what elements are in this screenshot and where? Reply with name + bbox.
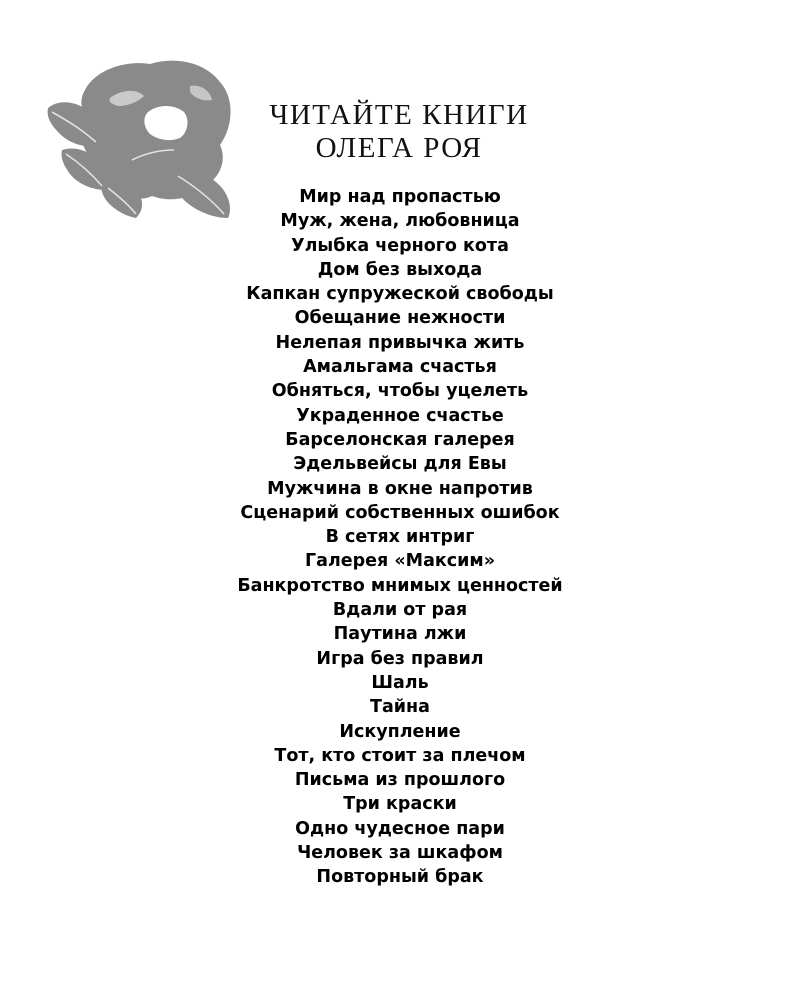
- book-title: Тайна: [370, 697, 430, 718]
- book-title: Мир над пропастью: [299, 187, 501, 207]
- book-title: Сценарий собственных ошибок: [240, 502, 560, 523]
- book-title: Нелепая привычка жить: [275, 332, 525, 353]
- book-title: Украденное счастье: [296, 405, 504, 426]
- book-title: Обняться, чтобы уцелеть: [271, 381, 529, 402]
- book-title: Муж, жена, любовница: [280, 211, 520, 232]
- book-title: Улыбка черного кота: [291, 235, 509, 256]
- heading-line-2: ОЛЕГА РОЯ: [315, 132, 483, 164]
- book-title: Дом без выхода: [317, 259, 483, 280]
- book-title: Вдали от рая: [332, 600, 468, 621]
- book-title: Капкан супружеской свободы: [246, 284, 554, 305]
- heading-line-1: ЧИТАЙТЕ КНИГИ: [269, 99, 529, 131]
- book-title: Банкротство мнимых ценностей: [237, 575, 563, 596]
- book-title: Игра без правил: [316, 648, 484, 669]
- book-title: Паутина лжи: [333, 624, 467, 645]
- book-title: Амальгама счастья: [303, 357, 497, 378]
- book-title: Обещание нежности: [294, 308, 506, 329]
- book-title: Тот, кто стоит за плечом: [274, 745, 526, 766]
- book-title: Письма из прошлого: [294, 770, 506, 791]
- book-title: В сетях интриг: [325, 527, 475, 548]
- book-title: Мужчина в окне напротив: [267, 478, 533, 499]
- book-title: Повторный брак: [316, 867, 484, 888]
- book-title: Человек за шкафом: [297, 843, 503, 864]
- book-title: Эдельвейсы для Евы: [293, 454, 507, 475]
- book-title: Три краски: [343, 794, 457, 815]
- book-title: Барселонская галерея: [285, 429, 515, 450]
- book-title: Шаль: [371, 672, 429, 693]
- book-title: Галерея «Максим»: [304, 551, 496, 572]
- book-list: [0, 185, 800, 890]
- book-title: Одно чудесное пари: [295, 818, 505, 839]
- book-title: Искупление: [339, 721, 461, 742]
